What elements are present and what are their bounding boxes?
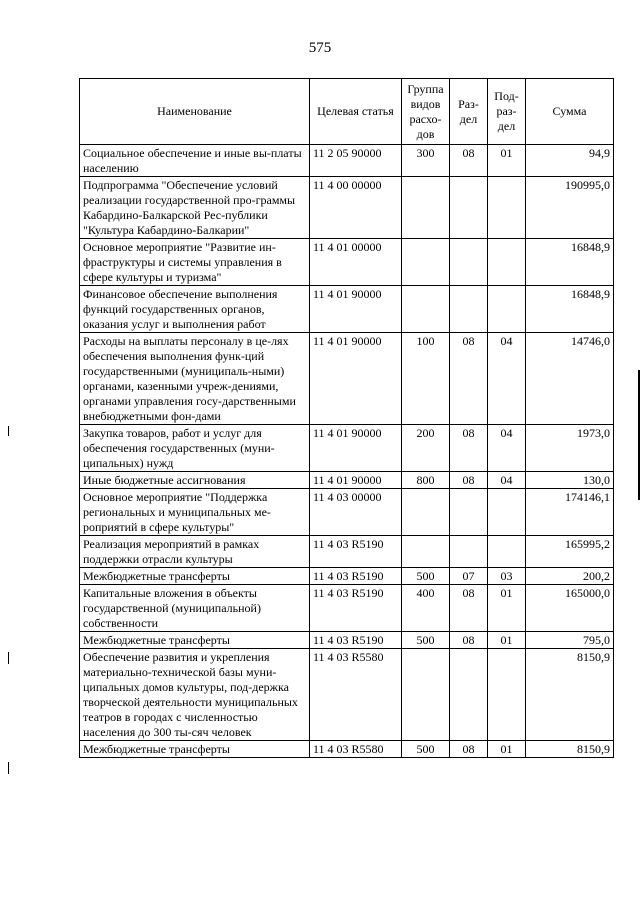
row-article: 11 4 03 R5190	[310, 568, 402, 585]
header-subsection: Под-раз-дел	[488, 79, 526, 145]
row-subsection: 04	[488, 472, 526, 489]
table-row	[80, 239, 614, 286]
row-group: 800	[402, 472, 450, 489]
row-section: 08	[450, 741, 488, 758]
table-header-row	[80, 79, 614, 145]
row-name: Социальное обеспечение и иные вы-платы населению	[80, 145, 310, 177]
row-article: 11 2 05 90000	[310, 145, 402, 177]
row-name: Расходы на выплаты персоналу в це-лях обеспечения выполнения функ-ций государственными (муниципаль-ными) органами, казенными учреж-дениями, органами управления госу-дарственными внебюджетными фон-дами	[80, 333, 310, 425]
row-section: 08	[450, 472, 488, 489]
row-section	[450, 649, 488, 741]
row-name: Иные бюджетные ассигнования	[80, 472, 310, 489]
row-group: 300	[402, 145, 450, 177]
row-sum: 16848,9	[526, 239, 614, 286]
row-group: 400	[402, 585, 450, 632]
row-sum: 190995,0	[526, 177, 614, 239]
row-name: Закупка товаров, работ и услуг для обеспечения государственных (муни-ципальных) нужд	[80, 425, 310, 472]
table-row	[80, 568, 614, 585]
row-subsection	[488, 536, 526, 568]
row-group: 200	[402, 425, 450, 472]
row-article: 11 4 01 90000	[310, 333, 402, 425]
row-subsection	[488, 286, 526, 333]
row-article: 11 4 03 R5580	[310, 649, 402, 741]
table-row	[80, 286, 614, 333]
budget-table	[79, 78, 614, 758]
row-name: Основное мероприятие "Поддержка региональных и муниципальных ме-роприятий в сфере культуры"	[80, 489, 310, 536]
row-sum: 130,0	[526, 472, 614, 489]
row-section: 08	[450, 425, 488, 472]
row-sum: 14746,0	[526, 333, 614, 425]
table-row	[80, 536, 614, 568]
row-article: 11 4 01 90000	[310, 425, 402, 472]
row-group	[402, 536, 450, 568]
row-article: 11 4 01 90000	[310, 472, 402, 489]
table-row	[80, 425, 614, 472]
row-sum: 200,2	[526, 568, 614, 585]
row-group: 100	[402, 333, 450, 425]
header-sum: Сумма	[526, 79, 614, 145]
row-article: 11 4 03 R5580	[310, 741, 402, 758]
row-article: 11 4 01 90000	[310, 286, 402, 333]
table-row	[80, 145, 614, 177]
table-body	[80, 145, 614, 758]
row-name: Подпрограмма "Обеспечение условий реализации государственной про-граммы Кабардино-Балкарской Рес-публики "Культура Кабардино-Балкарии"	[80, 177, 310, 239]
row-name: Обеспечение развития и укрепления материально-технической базы муни-ципальных домов культуры, под-держка творческой деятельности муниципальных театров в городах с численностью населения до 300 ты-сяч человек	[80, 649, 310, 741]
row-name: Реализация мероприятий в рамках поддержки отрасли культуры	[80, 536, 310, 568]
header-section: Раз-дел	[450, 79, 488, 145]
table-row	[80, 489, 614, 536]
row-sum: 94,9	[526, 145, 614, 177]
row-subsection: 01	[488, 145, 526, 177]
row-name: Межбюджетные трансферты	[80, 741, 310, 758]
row-section	[450, 239, 488, 286]
row-subsection	[488, 177, 526, 239]
row-name: Финансовое обеспечение выполнения функций государственных органов, оказания услуг и выполнения работ	[80, 286, 310, 333]
row-sum: 165000,0	[526, 585, 614, 632]
row-group: 500	[402, 568, 450, 585]
header-name: Наименование	[80, 79, 310, 145]
row-group: 500	[402, 632, 450, 649]
row-sum: 16848,9	[526, 286, 614, 333]
row-section	[450, 536, 488, 568]
row-section: 08	[450, 333, 488, 425]
row-section	[450, 489, 488, 536]
row-section: 08	[450, 632, 488, 649]
row-subsection	[488, 649, 526, 741]
row-article: 11 4 01 00000	[310, 239, 402, 286]
row-sum: 795,0	[526, 632, 614, 649]
row-sum: 165995,2	[526, 536, 614, 568]
table-row	[80, 585, 614, 632]
row-section	[450, 286, 488, 333]
row-subsection: 01	[488, 585, 526, 632]
row-sum: 8150,9	[526, 649, 614, 741]
table-row	[80, 741, 614, 758]
row-group	[402, 489, 450, 536]
row-section: 08	[450, 145, 488, 177]
row-subsection: 01	[488, 632, 526, 649]
row-section: 07	[450, 568, 488, 585]
row-article: 11 4 03 R5190	[310, 632, 402, 649]
row-article: 11 4 03 00000	[310, 489, 402, 536]
row-article: 11 4 03 R5190	[310, 536, 402, 568]
row-sum: 1973,0	[526, 425, 614, 472]
table-row	[80, 649, 614, 741]
row-article: 11 4 00 00000	[310, 177, 402, 239]
row-subsection	[488, 239, 526, 286]
header-group: Группа видов расхо-дов	[402, 79, 450, 145]
row-name: Капитальные вложения в объекты государственной (муниципальной) собственности	[80, 585, 310, 632]
row-group	[402, 649, 450, 741]
row-section: 08	[450, 585, 488, 632]
row-group	[402, 177, 450, 239]
row-group	[402, 239, 450, 286]
row-name: Межбюджетные трансферты	[80, 568, 310, 585]
row-group	[402, 286, 450, 333]
table-row	[80, 177, 614, 239]
row-name: Основное мероприятие "Развитие ин-фраструктуры и системы управления в сфере культуры и туризма"	[80, 239, 310, 286]
table-row	[80, 472, 614, 489]
scan-mark	[8, 652, 9, 664]
header-article: Целевая статья	[310, 79, 402, 145]
row-subsection: 04	[488, 333, 526, 425]
row-name: Межбюджетные трансферты	[80, 632, 310, 649]
scan-mark	[8, 426, 9, 436]
row-sum: 174146,1	[526, 489, 614, 536]
row-section	[450, 177, 488, 239]
table-row	[80, 632, 614, 649]
scan-mark	[8, 762, 9, 774]
row-sum: 8150,9	[526, 741, 614, 758]
row-subsection: 03	[488, 568, 526, 585]
row-article: 11 4 03 R5190	[310, 585, 402, 632]
table-row	[80, 333, 614, 425]
row-group: 500	[402, 741, 450, 758]
row-subsection: 01	[488, 741, 526, 758]
row-subsection: 04	[488, 425, 526, 472]
row-subsection	[488, 489, 526, 536]
page-number: 575	[308, 40, 332, 56]
